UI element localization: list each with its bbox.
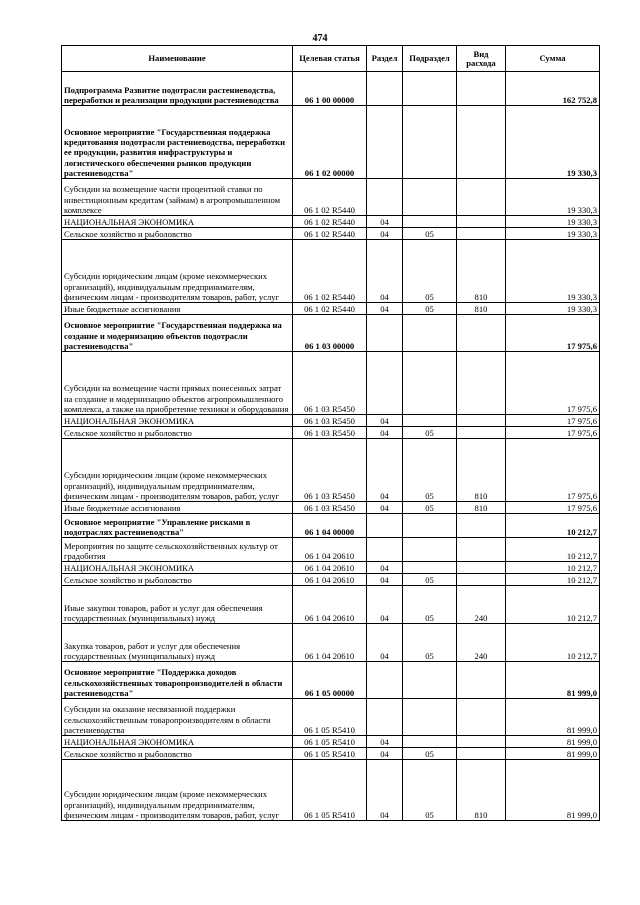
- row-subsection: [403, 315, 457, 352]
- table-row: [62, 315, 600, 352]
- row-amount: 19 330,3: [506, 179, 600, 216]
- row-expense-type: [457, 352, 506, 415]
- table-row: [62, 586, 600, 624]
- row-subsection: 05: [403, 760, 457, 821]
- row-name: НАЦИОНАЛЬНАЯ ЭКОНОМИКА: [62, 216, 293, 228]
- table-row: [62, 699, 600, 736]
- table-row: [62, 502, 600, 514]
- row-section: [367, 662, 403, 699]
- header-target: Целевая статья: [293, 46, 367, 72]
- row-name: Иные бюджетные ассигнования: [62, 303, 293, 315]
- row-subsection: [403, 352, 457, 415]
- table-row: [62, 514, 600, 538]
- row-name: Закупка товаров, работ и услуг для обеспечения государственных (муниципальных) нужд: [62, 624, 293, 662]
- row-target: 06 1 02 R5440: [293, 240, 367, 303]
- row-expense-type: [457, 736, 506, 748]
- table-row: [62, 562, 600, 574]
- row-subsection: 05: [403, 228, 457, 240]
- row-expense-type: [457, 748, 506, 760]
- row-section: 04: [367, 748, 403, 760]
- row-name: Подпрограмма Развитие подотрасли растениеводства, переработки и реализации продукции растениеводства: [62, 72, 293, 106]
- row-target: 06 1 04 20610: [293, 586, 367, 624]
- row-section: 04: [367, 562, 403, 574]
- row-subsection: 05: [403, 303, 457, 315]
- row-target: 06 1 03 R5450: [293, 415, 367, 427]
- row-amount: 17 975,6: [506, 415, 600, 427]
- row-name: Основное мероприятие "Государственная поддержка кредитования подотрасли растениеводства, переработки ее продукции, развития инфраструктуры и логистического обеспечения рынков продукции растениеводства": [62, 106, 293, 179]
- row-amount: 81 999,0: [506, 748, 600, 760]
- row-name: Сельское хозяйство и рыболовство: [62, 748, 293, 760]
- table-header-row: [62, 46, 600, 72]
- row-subsection: [403, 699, 457, 736]
- table-row: [62, 415, 600, 427]
- row-target: 06 1 05 R5410: [293, 760, 367, 821]
- row-subsection: 05: [403, 240, 457, 303]
- row-amount: 10 212,7: [506, 514, 600, 538]
- row-target: 06 1 04 20610: [293, 574, 367, 586]
- row-section: 04: [367, 502, 403, 514]
- row-expense-type: 810: [457, 502, 506, 514]
- row-expense-type: [457, 72, 506, 106]
- budget-table: [61, 45, 600, 821]
- row-expense-type: [457, 562, 506, 574]
- row-name: Сельское хозяйство и рыболовство: [62, 574, 293, 586]
- row-amount: 10 212,7: [506, 624, 600, 662]
- row-amount: 19 330,3: [506, 303, 600, 315]
- row-expense-type: [457, 699, 506, 736]
- table-row: [62, 439, 600, 502]
- row-expense-type: [457, 106, 506, 179]
- table-row: [62, 240, 600, 303]
- row-target: 06 1 03 00000: [293, 315, 367, 352]
- row-section: 04: [367, 228, 403, 240]
- row-name: Иные закупки товаров, работ и услуг для обеспечения государственных (муниципальных) нужд: [62, 586, 293, 624]
- row-name: Сельское хозяйство и рыболовство: [62, 228, 293, 240]
- table-row: [62, 352, 600, 415]
- row-target: 06 1 05 R5410: [293, 736, 367, 748]
- row-section: [367, 538, 403, 562]
- row-amount: 10 212,7: [506, 538, 600, 562]
- header-subsection: Подраздел: [403, 46, 457, 72]
- row-target: 06 1 04 20610: [293, 624, 367, 662]
- row-subsection: 05: [403, 427, 457, 439]
- row-target: 06 1 02 R5440: [293, 228, 367, 240]
- row-section: 04: [367, 760, 403, 821]
- table-row: [62, 427, 600, 439]
- row-name: Субсидии юридическим лицам (кроме некоммерческих организаций), индивидуальным предпринимателям, физическим лицам - производителям товаров, работ, услуг: [62, 760, 293, 821]
- row-name: Иные бюджетные ассигнования: [62, 502, 293, 514]
- row-expense-type: 810: [457, 439, 506, 502]
- row-expense-type: [457, 538, 506, 562]
- row-amount: 10 212,7: [506, 562, 600, 574]
- row-subsection: 05: [403, 748, 457, 760]
- table-row: [62, 179, 600, 216]
- row-target: 06 1 04 20610: [293, 562, 367, 574]
- row-name: Субсидии юридическим лицам (кроме некоммерческих организаций), индивидуальным предпринимателям, физическим лицам - производителям товаров, работ, услуг: [62, 240, 293, 303]
- row-subsection: [403, 216, 457, 228]
- table-row: [62, 624, 600, 662]
- row-section: 04: [367, 574, 403, 586]
- row-target: 06 1 03 R5450: [293, 502, 367, 514]
- row-expense-type: [457, 574, 506, 586]
- row-subsection: [403, 179, 457, 216]
- row-section: 04: [367, 586, 403, 624]
- row-target: 06 1 02 R5440: [293, 303, 367, 315]
- row-name: Основное мероприятие "Государственная поддержка на создание и модернизацию объектов подотрасли растениеводства": [62, 315, 293, 352]
- row-name: Основное мероприятие "Поддержка доходов сельскохозяйственных товаропроизводителей в области растениеводства": [62, 662, 293, 699]
- row-amount: 19 330,3: [506, 240, 600, 303]
- row-amount: 81 999,0: [506, 699, 600, 736]
- row-amount: 19 330,3: [506, 228, 600, 240]
- table-row: [62, 574, 600, 586]
- row-section: [367, 106, 403, 179]
- header-section: Раздел: [367, 46, 403, 72]
- row-amount: 81 999,0: [506, 760, 600, 821]
- header-name: Наименование: [62, 46, 293, 72]
- row-name: НАЦИОНАЛЬНАЯ ЭКОНОМИКА: [62, 415, 293, 427]
- header-amount: Сумма: [506, 46, 600, 72]
- row-target: 06 1 02 00000: [293, 106, 367, 179]
- header-expense-type: Вид расхода: [457, 46, 506, 72]
- row-target: 06 1 05 R5410: [293, 748, 367, 760]
- row-target: 06 1 00 00000: [293, 72, 367, 106]
- row-target: 06 1 03 R5450: [293, 427, 367, 439]
- row-section: 04: [367, 216, 403, 228]
- row-name: НАЦИОНАЛЬНАЯ ЭКОНОМИКА: [62, 736, 293, 748]
- row-section: [367, 179, 403, 216]
- table-row: [62, 736, 600, 748]
- row-subsection: [403, 562, 457, 574]
- table-row: [62, 760, 600, 821]
- row-expense-type: [457, 216, 506, 228]
- row-subsection: 05: [403, 574, 457, 586]
- page-number: 474: [312, 33, 328, 44]
- row-amount: 17 975,6: [506, 427, 600, 439]
- table-row: [62, 303, 600, 315]
- row-expense-type: 810: [457, 240, 506, 303]
- table-row: [62, 106, 600, 179]
- row-subsection: 05: [403, 586, 457, 624]
- row-name: НАЦИОНАЛЬНАЯ ЭКОНОМИКА: [62, 562, 293, 574]
- row-target: 06 1 03 R5450: [293, 439, 367, 502]
- row-amount: 19 330,3: [506, 106, 600, 179]
- row-section: [367, 72, 403, 106]
- row-target: 06 1 02 R5440: [293, 179, 367, 216]
- row-subsection: [403, 514, 457, 538]
- table-row: [62, 538, 600, 562]
- table-row: [62, 228, 600, 240]
- row-amount: 17 975,6: [506, 352, 600, 415]
- row-amount: 81 999,0: [506, 736, 600, 748]
- row-section: [367, 514, 403, 538]
- row-subsection: [403, 106, 457, 179]
- row-amount: 10 212,7: [506, 586, 600, 624]
- row-expense-type: [457, 228, 506, 240]
- row-section: 04: [367, 303, 403, 315]
- row-expense-type: 240: [457, 624, 506, 662]
- table-row: [62, 748, 600, 760]
- row-expense-type: [457, 662, 506, 699]
- row-subsection: 05: [403, 439, 457, 502]
- row-target: 06 1 03 R5450: [293, 352, 367, 415]
- row-target: 06 1 05 R5410: [293, 699, 367, 736]
- row-amount: 10 212,7: [506, 574, 600, 586]
- row-expense-type: [457, 514, 506, 538]
- row-amount: 162 752,8: [506, 72, 600, 106]
- row-section: 04: [367, 240, 403, 303]
- row-amount: 17 975,6: [506, 439, 600, 502]
- row-section: [367, 315, 403, 352]
- row-name: Субсидии на оказание несвязанной поддержки сельскохозяйственным товаропроизводителям в области растениеводства: [62, 699, 293, 736]
- row-amount: 19 330,3: [506, 216, 600, 228]
- row-subsection: [403, 415, 457, 427]
- row-subsection: [403, 736, 457, 748]
- row-name: Сельское хозяйство и рыболовство: [62, 427, 293, 439]
- row-name: Основное мероприятие "Управление рисками в подотраслях растениеводства": [62, 514, 293, 538]
- row-name: Субсидии на возмещение части прямых понесенных затрат на создание и модернизацию объектов агропромышленного комплекса, а также на приобретение техники и оборудования: [62, 352, 293, 415]
- table-row: [62, 662, 600, 699]
- row-expense-type: [457, 427, 506, 439]
- row-expense-type: [457, 315, 506, 352]
- row-section: 04: [367, 415, 403, 427]
- row-subsection: 05: [403, 624, 457, 662]
- row-target: 06 1 02 R5440: [293, 216, 367, 228]
- row-section: [367, 352, 403, 415]
- row-expense-type: 240: [457, 586, 506, 624]
- row-section: 04: [367, 736, 403, 748]
- row-section: 04: [367, 624, 403, 662]
- row-subsection: 05: [403, 502, 457, 514]
- row-subsection: [403, 538, 457, 562]
- row-amount: 81 999,0: [506, 662, 600, 699]
- table-row: [62, 216, 600, 228]
- row-amount: 17 975,6: [506, 315, 600, 352]
- row-name: Субсидии на возмещение части процентной ставки по инвестиционным кредитам (займам) в агропромышленном комплексе: [62, 179, 293, 216]
- row-subsection: [403, 662, 457, 699]
- row-target: 06 1 05 00000: [293, 662, 367, 699]
- row-section: 04: [367, 439, 403, 502]
- row-expense-type: [457, 179, 506, 216]
- row-section: 04: [367, 427, 403, 439]
- row-section: [367, 699, 403, 736]
- row-name: Мероприятия по защите сельскохозяйственных культур от градобития: [62, 538, 293, 562]
- row-target: 06 1 04 20610: [293, 538, 367, 562]
- row-amount: 17 975,6: [506, 502, 600, 514]
- row-name: Субсидии юридическим лицам (кроме некоммерческих организаций), индивидуальным предпринимателям, физическим лицам - производителям товаров, работ, услуг: [62, 439, 293, 502]
- row-target: 06 1 04 00000: [293, 514, 367, 538]
- row-subsection: [403, 72, 457, 106]
- row-expense-type: [457, 415, 506, 427]
- row-expense-type: 810: [457, 303, 506, 315]
- row-expense-type: 810: [457, 760, 506, 821]
- table-row: [62, 72, 600, 106]
